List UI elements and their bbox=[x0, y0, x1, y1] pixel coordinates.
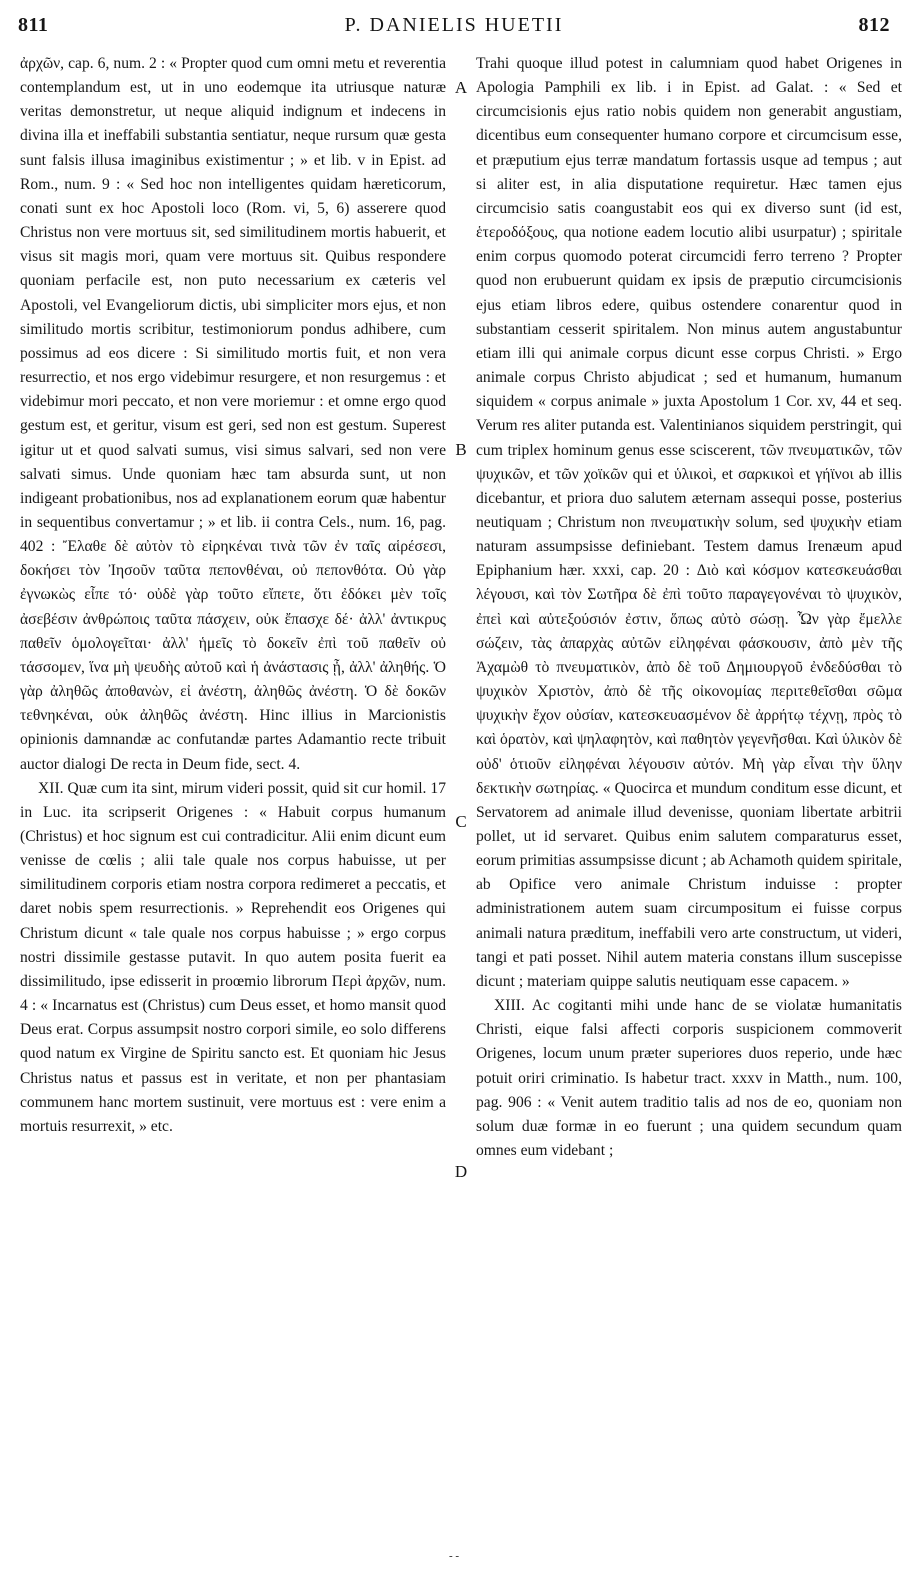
footer-mark: - - bbox=[448, 1550, 460, 1562]
right-page-number: 812 bbox=[858, 14, 890, 36]
running-head: P. DANIELIS HUETII bbox=[344, 14, 564, 36]
page-header bbox=[12, 10, 896, 40]
margin-marker-a: A bbox=[454, 78, 468, 97]
two-column-body bbox=[12, 40, 902, 1550]
right-paragraph-2: XIII. Ac cogitanti mihi unde hanc de se violatæ humanitatis Christi, eique falsi affecti corporis suspicionem commoverit Origenes, locum unum præter superiores duos reperio, unde hæc potuit oriri criminatio. Is habetur tract. xxxv in Matth., num. 100, pag. 906 : « Venit autem traditio talis ad nos de eo, quoniam non solum duæ formæ in eo fuerunt ; una quidem secundum quam omnes eum videbant ; bbox=[476, 997, 902, 1160]
right-column bbox=[476, 52, 902, 1163]
margin-marker-d: D bbox=[454, 1162, 468, 1181]
right-paragraph-1: Trahi quoque illud potest in calumniam quod habet Origenes in Apologia Pamphili ex lib. i in Epist. ad Galat. : « Sed et circumcisionis ejus ratio nobis quidem non generabit angustiam, dicentibus eum consequenter humano corpore et circumcisum esse, et præputium ejus terræ mandatum fortassis usque ad tempus ; aut si aliter est, in alia disputatione requiretur. Hæc tamen ejus circumcisio satis coangustabit eos qui ex diverso sunt (id est, ἑτεροδόξους, qua notione eadem locutio alibi usurpatur) ; spiritale enim corpus quomodo poterat circumcidi ferro terreno ? Propter quod non erubuerunt quidam ex ipsis de præputio circumcisionis ejus etiam libros edere, quibus ostendere conarentur quod in substantiam cesserit spiritalem. Non minus autem angustabuntur etiam illi qui animale corpus dicunt esse corpus Christi. » Ergo animale corpus Christo abjudicat ; sed et humanum, humanum siquidem « corpus animale » juxta Apostolum 1 Cor. xv, 44 et seq. Verum res aliter putanda est. Valentinianos siquidem perstringit, qui cum triplex hominum genus esse sciscerent, τῶν πνευματικῶν, τῶν ψυχικῶν, et τῶν χοϊκῶν qui et ὑλικοὶ, et σαρκικοὶ et γήϊνοι ab illis dicebantur, et priora duo salutem æternam assequi posse, posterius neutiquam ; Christum non πνευματικὴν solum, sed ψυχικὴν etiam naturam assumpsisse definiebant. Testem damus Irenæum apud Epiphanium hær. xxxi, cap. 20 : Διὸ καὶ κόσμον κατεσκευάσθαι λέγουσι, καὶ τὸν Σωτῆρα δὲ ἐπὶ τοῦτο παραγεγονέναι τὸ ψυχικὸν, ἐπεὶ καὶ αὐτεξούσιόν ἐστιν, ὅπως αὐτὸ σώσῃ. Ὧν γὰρ ἔμελλε σώζειν, τὰς ἀπαρχὰς αὐτῶν εἰληφέναι φάσκουσιν, ἀπὸ μὲν τῆς Ἀχαμὼθ τὸ πνευματικὸν, ἀπὸ δὲ τοῦ Δημιουργοῦ ἐνδεδύσθαι τὸ ψυχικὸν Χριστὸν, ἀπὸ δὲ τῆς οἰκονομίας περιτεθεῖσθαι σῶμα ψυχικὴν ἔχον οὐσίαν, κατεσκευασμένον δὲ ἀρρήτῳ τέχνῃ, πρὸς τὸ καὶ ὁρατὸν, καὶ ψηλαφητὸν, καὶ παθητὸν γεγενῆσθαι. Καὶ ὑλικὸν δὲ οὐδ' ὁτιοῦν εἰληφέναι λέγουσιν αὐτόν. Μὴ γὰρ εἶναι τὴν ὕλην δεκτικὴν σωτηρίας. « Quocirca et mundum conditum esse dicunt, et Servatorem ad animale illud devenisse, quoniam libertate arbitrii pollet, ut id servaret. Quibus enim salutem comparaturus esset, eorum primitias assumpsisse dicunt ; ab Achamoth quidem spiritale, ab Opifice vero animale Christum induisse : propter administrationem autem suam circumpositum ei fuisse corpus animali natura præditum, ineffabili vero arte constructum, ut videri, tangi et pati posset. Nihil autem materia constans illum suscepisse dicunt ; materiam quippe salutis neutiquam esse capacem. » bbox=[476, 55, 902, 990]
margin-marker-b: B bbox=[455, 440, 467, 459]
left-page-number: 811 bbox=[18, 14, 49, 36]
left-paragraph-2: XII. Quæ cum ita sint, mirum videri possit, quid sit cur homil. 17 in Luc. ita scripserit Origenes : « Habuit corpus humanum (Christus) et hoc signum est cui contradicitur. Alii enim dicunt eum venisse de cœlis ; alii tale quale nos corpus habuisse, ut per similitudinem corporis etiam nostra corpora redimeret a peccatis, et daret nobis spem resurrectionis. » Reprehendit eos Origenes qui Christum dicunt « tale quale nos corpus habuisse ; » ergo corpus nostri dissimile gestasse putavit. In quo autem posita fuerit ea dissimilitudo, ipse edisserit in proœmio librorum Περὶ ἀρχῶν, num. 4 : « Incarnatus est (Christus) cum Deus esset, et homo mansit quod Deus erat. Corpus assumpsit nostro corpori simile, eo solo differens quod natum ex Virgine de Spiritu sancto est. Et quoniam hic Jesus Christus natus et passus est in veritate, et non per phantasiam communem hanc mortem sustinuit, vere mortuus est : vere enim a mortuis resurrexit, » etc. bbox=[20, 779, 446, 1135]
left-column bbox=[20, 52, 446, 1139]
left-paragraph-1: ἀρχῶν, cap. 6, num. 2 : « Propter quod cum omni metu et reverentia contemplandum est, ut in uno eodemque ita utriusque naturæ veritas demonstretur, ut neque aliquid indignum et indecens in divina illa et ineffabili substantia sentiatur, neque rursum quæ gesta sunt falsis illusa imaginibus existimentur ; » et lib. v in Epist. ad Rom., num. 9 : « Sed hoc non intelligentes quidam hæreticorum, conati sunt ex hoc Apostoli loco (Rom. vi, 5, 6) asserere quod Christus non vere mortuus sit, sed similitudinem mortis habuerit, et visus sit magis mori, quam vere mortuus sit. Quibus respondere quoniam perfacile est, non puto necessarium ex cæteris vel Apostoli, vel Evangeliorum dictis, ubi simpliciter mors ejus, et non similitudo mortis scribitur, testimoniorum pondus adhibere, cum possimus ad eos dicere : Si similitudo mortis fuit, et non vera resurrectio, et nos ergo videbimur resurgere, et non resurgemus : et videbimur mori peccato, et non vere moriemur : et omne ergo quod gestum est, et geritur, visum est geri, sed non est gestum. Superest igitur ut et quod salvati sumus, visi simus salvari, sed non vere salvati simus. Unde quoniam hæc tam absurda sunt, ut non indigeant probationibus, nos ad explanationem eorum quæ habentur in sequentibus convertamur ; » et lib. ii contra Cels., num. 16, pag. 402 : Ἔλαθε δὲ αὐτὸν τὸ εἰρηκέναι τινὰ τῶν ἐν ταῖς αἱρέσεσι, δοκήσει τὸν Ἰησοῦν ταῦτα πεπονθέναι, οὐ πεπονθότα. Οὐ γὰρ ἐγνωκὼς εἶπε τό· οὐδὲ γὰρ τοῦτο εἴπετε, ὅτι ἐδόκει μὲν τοῖς ἀσεβέσιν ἀνθρώποις ταῦτα πάσχειν, οὐκ ἔπασχε δέ· ἀλλ' ἀντικρυς παθεῖν ὁμολογεῖται· ἀλλ' ἡμεῖς τὸ δοκεῖν ἐπὶ τοῦ παθεῖν οὐ τάσσομεν, ἵνα μὴ ψευδὴς αὐτοῦ καὶ ἡ ἀνάστασις ᾖ, ἀλλ' ἀληθής. Ὁ γὰρ ἀληθῶς ἀποθανὼν, εἰ ἀνέστη, ἀληθῶς ἀνέστη. Ὁ δὲ δοκῶν τεθνηκέναι, οὐκ ἀληθῶς ἀνέστη. Hinc illius in Marcionistis opinionis damnandæ ac confutandæ partes Adamantio recte tribuit auctor dialogi De recta in Deum fide, sect. 4. bbox=[20, 55, 446, 773]
margin-marker-c: C bbox=[455, 812, 467, 831]
